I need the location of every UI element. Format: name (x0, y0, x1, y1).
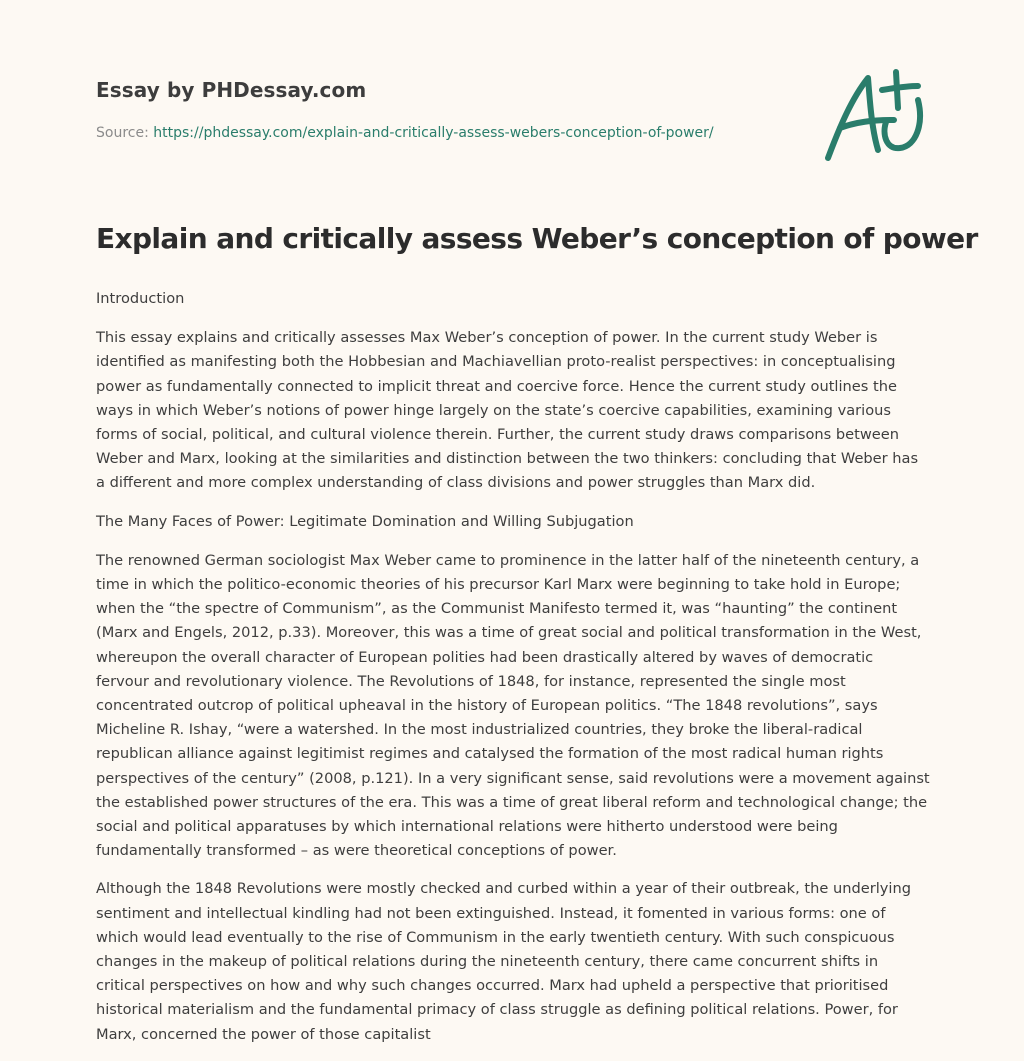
paragraph: This essay explains and critically assesses Max Weber’s conception of power. In the current study Weber is identified as manifesting both the Hobbesian and Machiavellian proto-realist perspectives: in conceptualising power as fundamentally connected to implicit threat and coercive force. Hence the current study outlines the ways in which Weber’s notions of power hinge largely on the state’s coercive capabilities, examining various forms of social, political, and cultural violence therein. Further, the current study draws comparisons between Weber and Marx, looking at the similarities and distinction between the two thinkers: concluding that Weber has a different and more complex understanding of class divisions and power struggles than Marx did. (96, 329, 919, 492)
paragraph: Although the 1848 Revolutions were mostly checked and curbed within a year of their outbreak, the underlying sentiment and intellectual kindling had not been extinguished. Instead, it fomented in various forms: one of which would lead eventually to the rise of Communism in the early twentieth century. With such conspicuous changes in the makeup of political relations during the nineteenth century, there came concurrent shifts in critical perspectives on how and why such changes occurred. Marx had upheld a perspective that prioritised historical materialism and the fundamental primacy of class struggle as defining political relations. Power, for Marx, concerned the power of those capitalist (96, 880, 911, 1043)
a-plus-logo-icon (824, 64, 928, 164)
essay-title: Explain and critically assess Weber’s conception of power (96, 222, 978, 255)
paragraph: The renowned German sociologist Max Weber came to prominence in the latter half of the nineteenth century, a time in which the politico-economic theories of his precursor Karl Marx were beginning to take hold in Europe; when the “the spectre of Communism”, as the Communist Manifesto termed it, was “haunting” the continent (Marx and Engels, 2012, p.33). Moreover, this was a time of great social and political transformation in the West, whereupon the overall character of European polities had been drastically altered by waves of democratic fervour and revolutionary violence. The Revolutions of 1848, for instance, represented the single most concentrated outcrop of political upheaval in the history of European politics. “The 1848 revolutions”, says Micheline R. Ishay, “were a watershed. In the most industrialized countries, they broke the liberal-radical republican alliance against legitimist regimes and catalysed the formation of the most radical human rights perspectives of the century” (2008, p.121). In a very significant sense, said revolutions were a movement against the established power structures of the era. This was a time of great liberal reform and technological change; the social and political apparatuses by which international relations were hitherto understood were being fundamentally transformed – as were theoretical conceptions of power. (96, 551, 930, 860)
source-label: Source: (96, 125, 154, 141)
site-brand: Essay by PHDessay.com (96, 78, 367, 102)
source-line (96, 125, 714, 141)
section-heading-many-faces: The Many Faces of Power: Legitimate Domination and Willing Subjugation (96, 512, 634, 530)
section-heading-introduction: Introduction (96, 290, 185, 307)
source-link[interactable]: https://phdessay.com/explain-and-critically-assess-webers-conception-of-power/ (153, 125, 714, 141)
essay-body (96, 287, 930, 1061)
